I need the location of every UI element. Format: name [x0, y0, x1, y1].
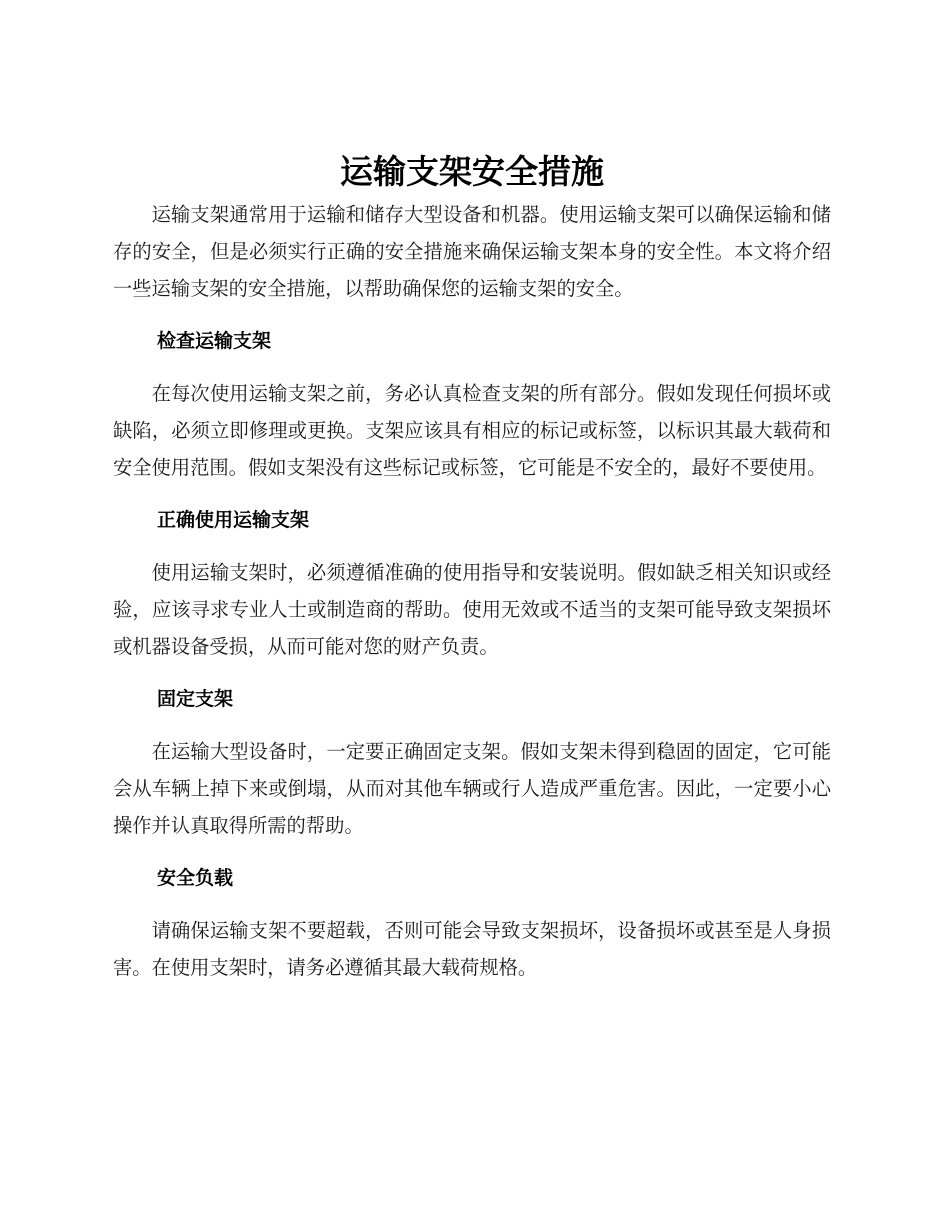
- document-content: [113, 148, 831, 986]
- section-paragraph: 请确保运输支架不要超载，否则可能会导致支架损坏，设备损坏或甚至是人身损害。在使用支架时，请务必遵循其最大载荷规格。: [113, 919, 831, 979]
- intro-paragraph: 运输支架通常用于运输和储存大型设备和机器。使用运输支架可以确保运输和储存的安全，但是必须实行正确的安全措施来确保运输支架本身的安全性。本文将介绍一些运输支架的安全措施，以帮助确保您的运输支架的安全。: [113, 203, 831, 300]
- section-heading: 固定支架: [157, 688, 234, 710]
- section-safe-load: [113, 860, 831, 986]
- section-inspect: [113, 323, 831, 486]
- document-title: 运输支架安全措施: [340, 152, 604, 191]
- section-paragraph: 在每次使用运输支架之前，务必认真检查支架的所有部分。假如发现任何损坏或缺陷，必须立即修理或更换。支架应该具有相应的标记或标签，以标识其最大载荷和安全使用范围。假如支架没有这些标记或标签，它可能是不安全的，最好不要使用。: [113, 382, 831, 479]
- section-proper-use: [113, 502, 831, 665]
- section-paragraph: 使用运输支架时，必须遵循准确的使用指导和安装说明。假如缺乏相关知识或经验，应该寻求专业人士或制造商的帮助。使用无效或不适当的支架可能导致支架损坏或机器设备受损，从而可能对您的财产负责。: [113, 561, 831, 658]
- section-fixing: [113, 681, 831, 844]
- section-heading: 安全负载: [157, 867, 234, 889]
- section-heading: 正确使用运输支架: [157, 509, 310, 531]
- section-heading: 检查运输支架: [157, 330, 272, 352]
- section-paragraph: 在运输大型设备时，一定要正确固定支架。假如支架未得到稳固的固定，它可能会从车辆上掉下来或倒塌，从而对其他车辆或行人造成严重危害。因此，一定要小心操作并认真取得所需的帮助。: [113, 740, 831, 837]
